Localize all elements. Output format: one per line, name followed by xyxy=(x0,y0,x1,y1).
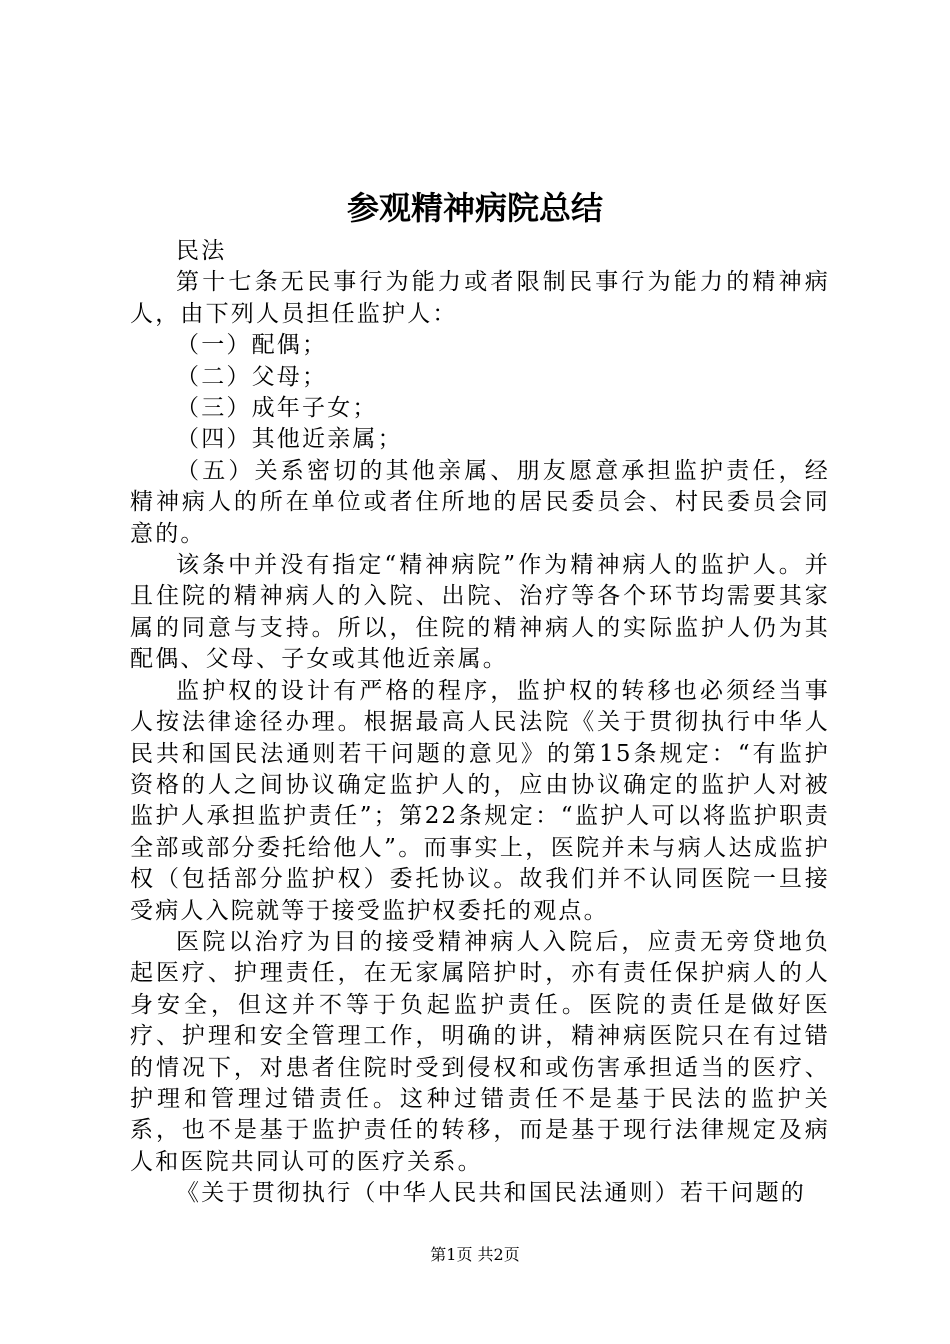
paragraph: 该条中并没有指定“精神病院”作为精神病人的监护人。并且住院的精神病人的入院、出院、治疗等各个环节均需要其家属的同意与支持。所以，住院的精神病人的实际监护人仍为其配偶、父母、子女或其他近亲属。 xyxy=(130,552,830,673)
paragraph: 监护权的设计有严格的程序，监护权的转移也必须经当事人按法律途径办理。根据最高人民法院《关于贯彻执行中华人民共和国民法通则若干问题的意见》的第15条规定：“有监护资格的人之间协议确定监护人的，应由协议确定的监护人对被监护人承担监护责任”；第22条规定：“监护人可以将监护职责全部或部分委托给他人”。而事实上，医院并未与病人达成监护权（包括部分监护权）委托协议。故我们并不认同医院一旦接受病人入院就等于接受监护权委托的观点。 xyxy=(130,677,830,924)
paragraph: 第十七条无民事行为能力或者限制民事行为能力的精神病人，由下列人员担任监护人： xyxy=(130,269,830,327)
document-title: 参观精神病院总结 xyxy=(346,189,603,227)
document-body xyxy=(130,236,830,1210)
paragraph: 《关于贯彻执行（中华人民共和国民法通则）若干问题的 xyxy=(176,1180,806,1207)
list-item: （二）父母； xyxy=(176,363,328,390)
paragraph: 民法 xyxy=(176,238,227,264)
list-item: （五）关系密切的其他亲属、朋友愿意承担监护责任，经精神病人的所在单位或者住所地的居民委员会、村民委员会同意的。 xyxy=(130,457,830,547)
list-item: （一）配偶； xyxy=(176,332,328,359)
list-item: （四）其他近亲属； xyxy=(176,426,403,453)
list-item: （三）成年子女； xyxy=(176,395,378,422)
paragraph: 医院以治疗为目的接受精神病人入院后，应责无旁贷地负起医疗、护理责任，在无家属陪护时，亦有责任保护病人的人身安全，但这并不等于负起监护责任。医院的责任是做好医疗、护理和安全管理工作，明确的讲，精神病医院只在有过错的情况下，对患者住院时受到侵权和或伤害承担适当的医疗、护理和管理过错责任。这种过错责任不是基于民法的监护关系，也不是基于监护责任的转移，而是基于现行法律规定及病人和医院共同认可的医疗关系。 xyxy=(130,928,830,1175)
page-footer: 第1页 共2页 xyxy=(430,1245,520,1264)
